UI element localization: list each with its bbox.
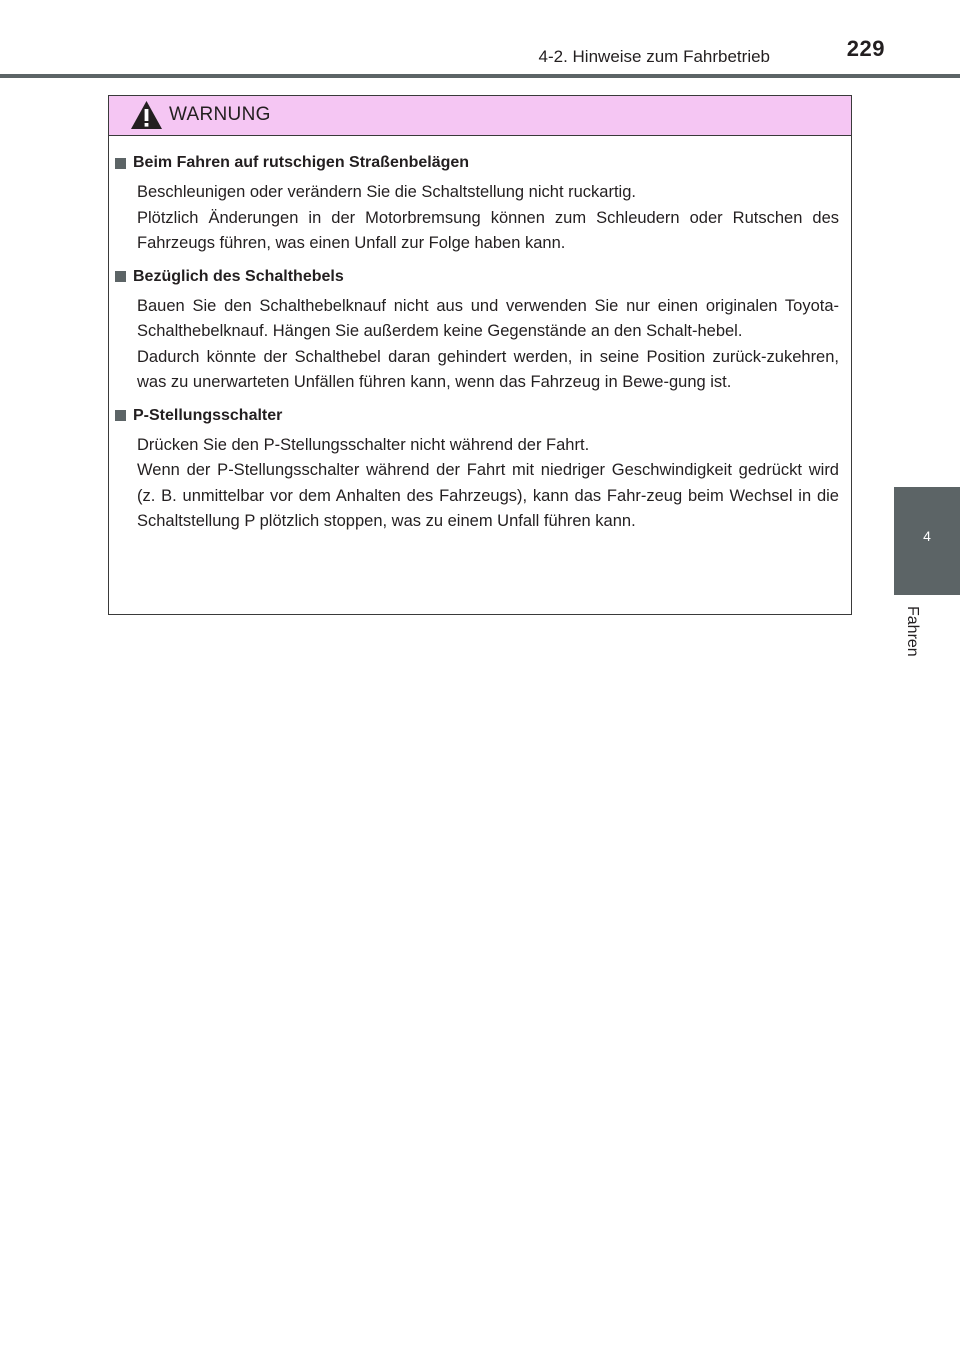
square-bullet-icon: [115, 158, 126, 169]
item-heading-text: Beim Fahren auf rutschigen Straßenbelägen: [133, 154, 470, 171]
chapter-label: Fahren: [904, 606, 921, 657]
paragraph: Wenn der P-Stellungsschalter während der Fahrt mit niedriger Geschwindigkeit gedrückt wird (z. B. unmittelbar vor dem Anhalten des Fahrzeugs), kann das Fahr-zeug beim Wechsel in die Schaltstellung P plötzlich stoppen, was zu einem Unfall führen kann.: [137, 461, 839, 530]
paragraph: Bauen Sie den Schalthebelknauf nicht aus und verwenden Sie nur einen originalen Toyota-Schalthebelknauf. Hängen Sie außerdem keine Gegenstände an den Schalt-hebel.: [137, 296, 839, 340]
item-heading-text: P-Stellungsschalter: [133, 406, 283, 424]
warning-item: [115, 405, 839, 535]
page-number: 229: [846, 36, 885, 61]
chapter-tab: [894, 487, 960, 595]
chapter-number: 4: [923, 528, 931, 544]
paragraph: Beschleunigen oder verändern Sie die Schaltstellung nicht ruckartig.: [137, 183, 636, 201]
paragraph: Plötzlich Änderungen in der Motorbremsung können zum Schleudern oder Rutschen des Fahrzeugs führen, was einen Unfall zur Folge haben kann.: [137, 208, 839, 252]
warning-header: [109, 96, 851, 136]
warning-item-heading: [115, 266, 839, 288]
warning-title: WARNUNG: [169, 104, 271, 125]
warning-item-heading: [115, 152, 839, 174]
warning-triangle-icon: [129, 99, 164, 131]
paragraph: Drücken Sie den P-Stellungsschalter nicht während der Fahrt.: [137, 435, 590, 454]
warning-item: [115, 266, 839, 396]
warning-box: [108, 95, 852, 615]
page-header: [0, 0, 960, 80]
warning-body: [109, 136, 851, 535]
paragraph: Dadurch könnte der Schalthebel daran gehindert werden, in seine Position zurück-zukehren, was zu unerwarteten Unfällen führen kann, wenn das Fahrzeug in Bewe-gung ist.: [137, 347, 839, 391]
section-title: 4-2. Hinweise zum Fahrbetrieb: [538, 47, 770, 66]
warning-item-heading: [115, 405, 839, 427]
item-heading-text: Bezüglich des Schalthebels: [133, 267, 344, 285]
warning-item: [115, 152, 839, 257]
header-rule: [0, 74, 960, 78]
square-bullet-icon: [115, 410, 126, 421]
square-bullet-icon: [115, 271, 126, 282]
